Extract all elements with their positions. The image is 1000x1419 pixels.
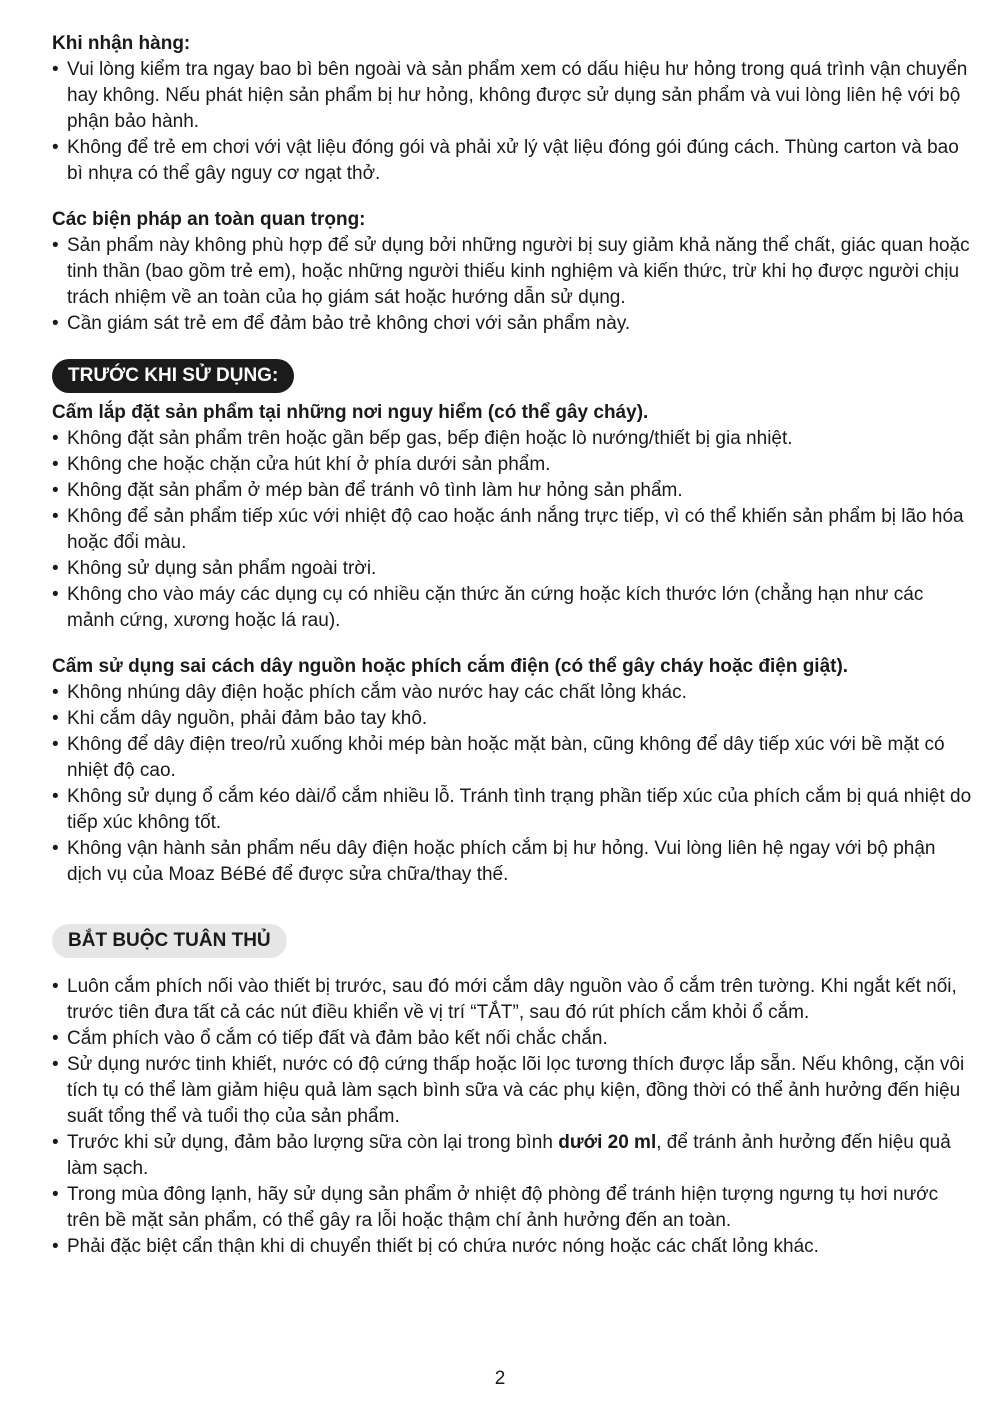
mandatory-badge: BẮT BUỘC TUÂN THỦ	[52, 924, 287, 958]
list-item-milk-limit	[52, 1130, 972, 1182]
mandatory-list	[52, 974, 972, 1260]
power-warning-heading: Cấm sử dụng sai cách dây nguồn hoặc phích cắm điện (có thể gây cháy hoặc điện giật).	[52, 656, 849, 677]
list-item: • Cần giám sát trẻ em để đảm bảo trẻ không chơi với sản phẩm này.	[52, 311, 972, 337]
manual-page	[52, 31, 972, 1260]
before-use-badge: TRƯỚC KHI SỬ DỤNG:	[52, 359, 294, 393]
receiving-heading: Khi nhận hàng:	[52, 33, 191, 54]
power-list	[52, 680, 972, 888]
list-item: • Luôn cắm phích nối vào thiết bị trước, sau đó mới cắm dây nguồn vào ổ cắm trên tường. Khi ngắt kết nối, trước tiên đưa tất cả các nút điều khiển về vị trí “TẮT”, sau đó rút phích cắm khỏi ổ cắm.	[52, 974, 972, 1026]
list-item: • Trong mùa đông lạnh, hãy sử dụng sản phẩm ở nhiệt độ phòng để tránh hiện tượng ngưng tụ hơi nước trên bề mặt sản phẩm, có thể gây ra lỗi hoặc thậm chí ảnh hưởng đến an toàn.	[52, 1182, 972, 1234]
list-item: • Cắm phích vào ổ cắm có tiếp đất và đảm bảo kết nối chắc chắn.	[52, 1026, 972, 1052]
milk-text-before: Trước khi sử dụng, đảm bảo lượng sữa còn lại trong bình	[67, 1132, 559, 1153]
list-item: • Không cho vào máy các dụng cụ có nhiều cặn thức ăn cứng hoặc kích thước lớn (chẳng hạn như các mảnh cứng, xương hoặc lá rau).	[52, 582, 972, 634]
list-item: • Không sử dụng ổ cắm kéo dài/ổ cắm nhiều lỗ. Tránh tình trạng phần tiếp xúc của phích cắm bị quá nhiệt do tiếp xúc không tốt.	[52, 784, 972, 836]
list-item: • Không đặt sản phẩm ở mép bàn để tránh vô tình làm hư hỏng sản phẩm.	[52, 478, 972, 504]
milk-limit-value: dưới 20 ml	[558, 1132, 657, 1153]
placement-warning-heading: Cấm lắp đặt sản phẩm tại những nơi nguy hiểm (có thể gây cháy).	[52, 402, 649, 423]
list-item: • Không nhúng dây điện hoặc phích cắm vào nước hay các chất lỏng khác.	[52, 680, 972, 706]
list-item: • Khi cắm dây nguồn, phải đảm bảo tay khô.	[52, 706, 972, 732]
safety-list	[52, 233, 972, 337]
list-item: • Sử dụng nước tinh khiết, nước có độ cứng thấp hoặc lõi lọc tương thích được lắp sẵn. Nếu không, cặn vôi tích tụ có thể làm giảm hiệu quả làm sạch bình sữa và các phụ kiện, đồng thời có thể ảnh hưởng đến hiệu suất tổng thể và tuổi thọ của sản phẩm.	[52, 1052, 972, 1130]
list-item: • Không sử dụng sản phẩm ngoài trời.	[52, 556, 972, 582]
list-item: • Không để trẻ em chơi với vật liệu đóng gói và phải xử lý vật liệu đóng gói đúng cách. Thùng carton và bao bì nhựa có thể gây nguy cơ ngạt thở.	[52, 135, 972, 187]
list-item: • Phải đặc biệt cẩn thận khi di chuyển thiết bị có chứa nước nóng hoặc các chất lỏng khác.	[52, 1234, 972, 1260]
list-item: • Không đặt sản phẩm trên hoặc gần bếp gas, bếp điện hoặc lò nướng/thiết bị gia nhiệt.	[52, 426, 972, 452]
list-item: • Sản phẩm này không phù hợp để sử dụng bởi những người bị suy giảm khả năng thể chất, giác quan hoặc tinh thần (bao gồm trẻ em), hoặc những người thiếu kinh nghiệm và kiến thức, trừ khi họ được người chịu trách nhiệm về an toàn của họ giám sát hoặc hướng dẫn sử dụng.	[52, 233, 972, 311]
safety-heading: Các biện pháp an toàn quan trọng:	[52, 209, 366, 230]
placement-list	[52, 426, 972, 634]
list-item: • Không che hoặc chặn cửa hút khí ở phía dưới sản phẩm.	[52, 452, 972, 478]
list-item: • Không vận hành sản phẩm nếu dây điện hoặc phích cắm bị hư hỏng. Vui lòng liên hệ ngay với bộ phận dịch vụ của Moaz BéBé để được sửa chữa/thay thế.	[52, 836, 972, 888]
list-item: • Không để sản phẩm tiếp xúc với nhiệt độ cao hoặc ánh nắng trực tiếp, vì có thể khiến sản phẩm bị lão hóa hoặc đổi màu.	[52, 504, 972, 556]
milk-text-after: , để tránh ảnh hưởng đến hiệu quả làm sạch.	[67, 1132, 951, 1179]
receiving-list	[52, 57, 972, 187]
list-item: • Không để dây điện treo/rủ xuống khỏi mép bàn hoặc mặt bàn, cũng không để dây tiếp xúc với bề mặt có nhiệt độ cao.	[52, 732, 972, 784]
page-number: 2	[494, 1368, 506, 1389]
list-item: • Vui lòng kiểm tra ngay bao bì bên ngoài và sản phẩm xem có dấu hiệu hư hỏng trong quá trình vận chuyển hay không. Nếu phát hiện sản phẩm bị hư hỏng, không được sử dụng sản phẩm và vui lòng liên hệ với bộ phận bảo hành.	[52, 57, 972, 135]
